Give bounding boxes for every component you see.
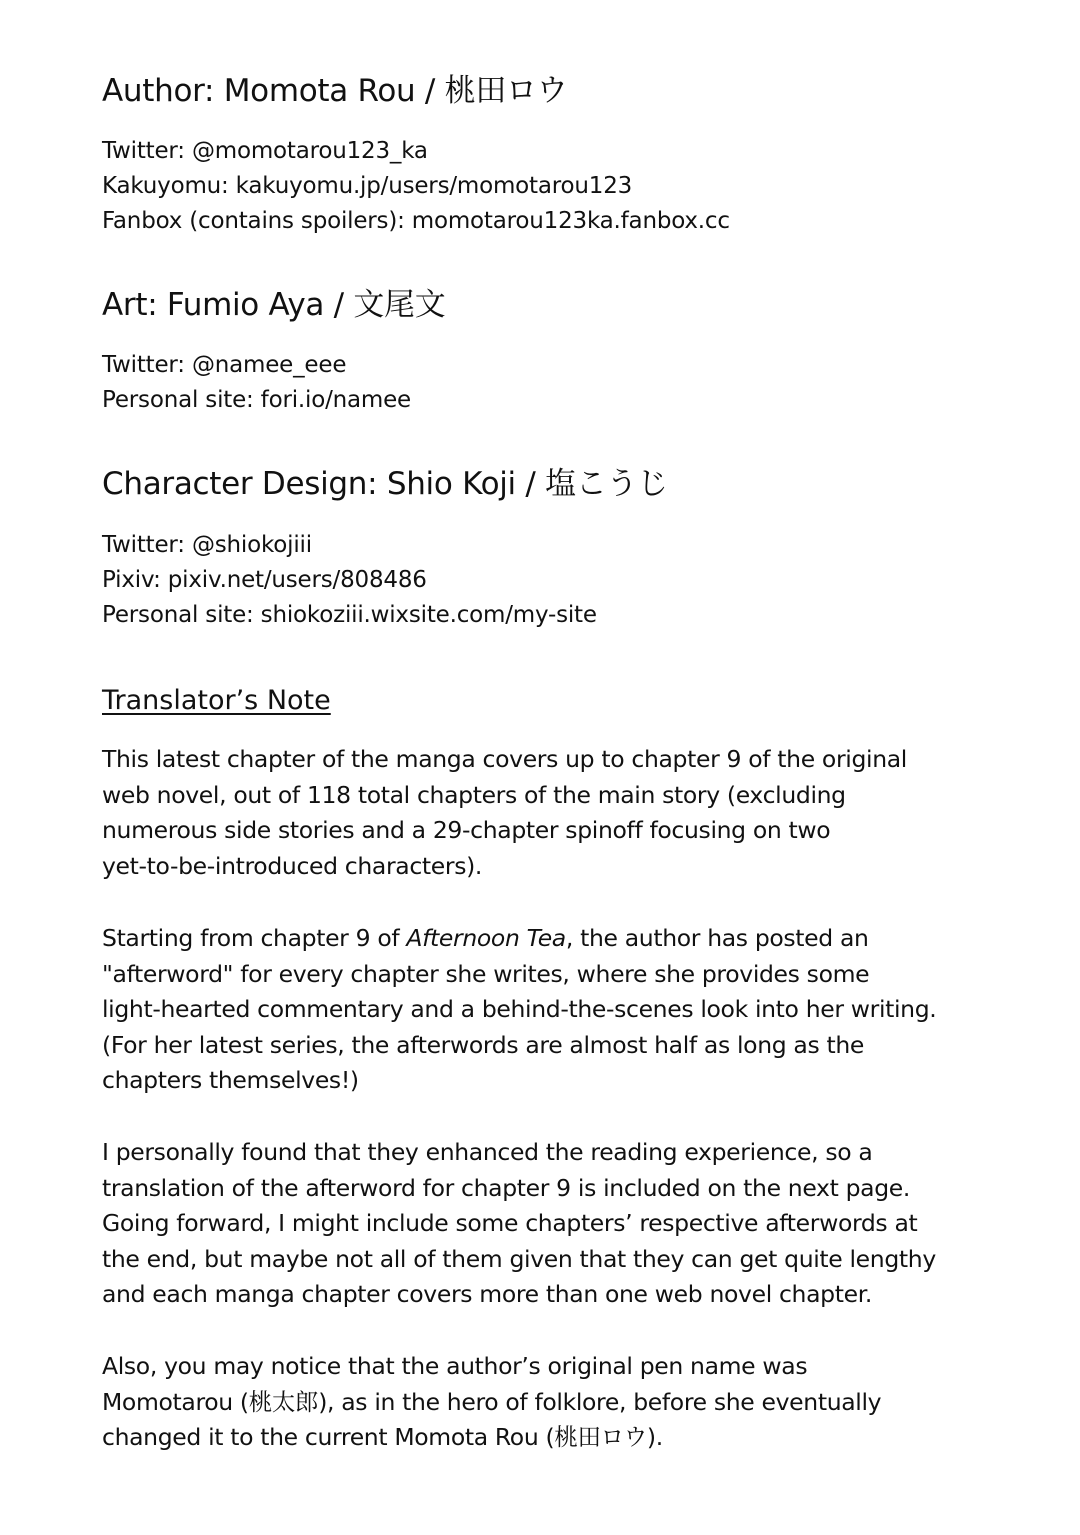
note-paragraph-1 (102, 742, 982, 884)
note-paragraph-3-line: translation of the afterword for chapter 9 is included on the next page. (102, 1173, 910, 1202)
author-twitter: Twitter: @momotarou123_ka (102, 138, 428, 164)
note-paragraph-3 (102, 1135, 982, 1313)
character-design-pixiv: Pixiv: pixiv.net/users/808486 (102, 567, 427, 593)
character-design-title: Character Design: Shio Koji / 塩こうじ (102, 466, 668, 502)
note-paragraph-4-line: Also, you may notice that the author’s original pen name was (102, 1352, 808, 1380)
note-paragraph-4-line: Momotarou (桃太郎), as in the hero of folklore, before she eventually (102, 1387, 882, 1416)
art-title: Art: Fumio Aya / 文尾文 (102, 287, 446, 323)
note-paragraph-2-line: (For her latest series, the afterwords are almost half as long as the (102, 1030, 865, 1059)
note-paragraph-3-line: I personally found that they enhanced the reading experience, so a (102, 1138, 873, 1166)
note-paragraph-1-line: numerous side stories and a 29-chapter spinoff focusing on two (102, 816, 831, 845)
note-paragraph-4-line: changed it to the current Momota Rou (桃田ロウ). (102, 1423, 663, 1452)
author-title: Author: Momota Rou / 桃田ロウ (102, 73, 568, 109)
translators-note-heading: Translator’s Note (102, 685, 331, 716)
author-kakuyomu: Kakuyomu: kakuyomu.jp/users/momotarou123 (102, 173, 633, 199)
note-text: Starting from chapter 9 of (102, 924, 407, 952)
note-paragraph-1-line: web novel, out of 118 total chapters of the main story (excluding (102, 780, 846, 809)
note-text: , the author has posted an (565, 924, 869, 952)
note-paragraph-2-line (102, 921, 982, 957)
note-paragraph-3-line: and each manga chapter covers more than one web novel chapter. (102, 1280, 872, 1309)
note-paragraph-3-line: Going forward, I might include some chapters’ respective afterwords at (102, 1209, 918, 1238)
note-paragraph-2-line: chapters themselves!) (102, 1066, 359, 1095)
note-paragraph-2-line: light-hearted commentary and a behind-the-scenes look into her writing. (102, 995, 937, 1024)
note-paragraph-2 (102, 921, 982, 1099)
note-paragraph-3-line: the end, but maybe not all of them given that they can get quite lengthy (102, 1244, 936, 1273)
art-twitter: Twitter: @namee_eee (102, 352, 347, 378)
character-design-personal-site: Personal site: shiokoziii.wixsite.com/my-site (102, 602, 597, 628)
note-paragraph-4 (102, 1349, 982, 1456)
character-design-twitter: Twitter: @shiokojiii (102, 532, 312, 558)
author-fanbox: Fanbox (contains spoilers): momotarou123ka.fanbox.cc (102, 208, 730, 234)
note-paragraph-1-line: This latest chapter of the manga covers up to chapter 9 of the original (102, 745, 907, 773)
novel-title: Afternoon Tea (406, 924, 566, 952)
art-personal-site: Personal site: fori.io/namee (102, 387, 411, 413)
note-paragraph-2-line: "afterword" for every chapter she writes, where she provides some (102, 959, 870, 988)
note-paragraph-1-line: yet-to-be-introduced characters). (102, 851, 483, 880)
